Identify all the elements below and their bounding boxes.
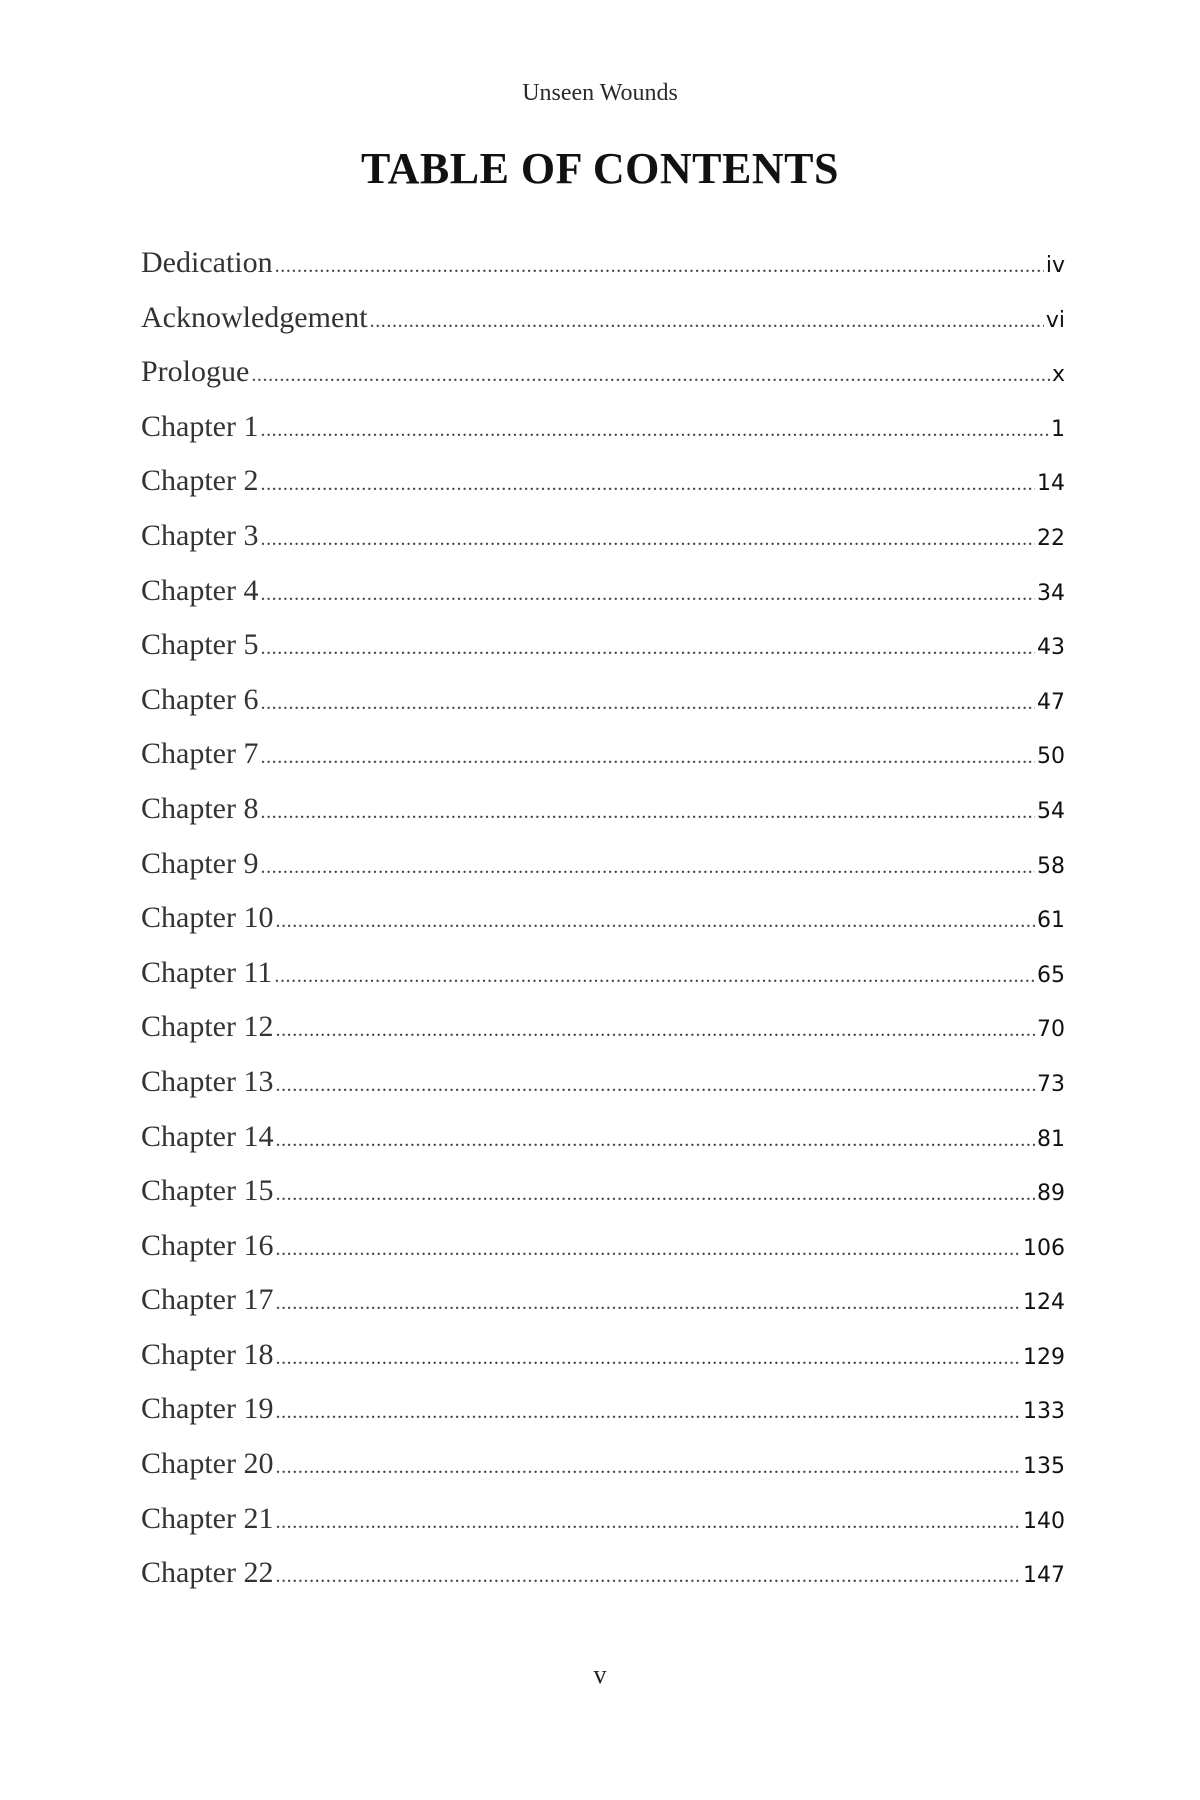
toc-entry-page: 43 bbox=[1037, 635, 1065, 661]
toc-entry-label: Chapter 6 bbox=[141, 682, 259, 716]
dot-leader bbox=[260, 676, 1035, 731]
toc-entry-page: 61 bbox=[1037, 908, 1065, 934]
dot-leader bbox=[275, 239, 1044, 294]
toc-entry[interactable] bbox=[141, 1273, 1065, 1328]
toc-entry-page: 135 bbox=[1023, 1454, 1065, 1480]
toc-entry[interactable] bbox=[141, 509, 1065, 564]
toc-entry-label: Chapter 20 bbox=[141, 1447, 274, 1481]
toc-entry[interactable] bbox=[141, 454, 1065, 509]
toc-entry-page: 47 bbox=[1037, 689, 1065, 715]
toc-entry[interactable] bbox=[141, 946, 1065, 1001]
toc-entry-label: Dedication bbox=[141, 246, 273, 279]
page-title: TABLE OF CONTENTS bbox=[361, 144, 839, 193]
toc-entry-page: 129 bbox=[1023, 1344, 1065, 1370]
toc-entry-label: Chapter 13 bbox=[141, 1064, 274, 1098]
dot-leader bbox=[260, 403, 1049, 458]
dot-leader bbox=[275, 894, 1035, 949]
dot-leader bbox=[260, 621, 1035, 676]
toc-entry-label: Chapter 17 bbox=[141, 1283, 274, 1317]
toc-entry[interactable] bbox=[141, 1492, 1065, 1547]
dot-leader bbox=[260, 457, 1035, 512]
toc-entry[interactable] bbox=[141, 345, 1065, 400]
toc-entry-page: iv bbox=[1045, 253, 1065, 278]
dot-leader bbox=[275, 1495, 1021, 1550]
toc-entry-label: Chapter 12 bbox=[141, 1010, 274, 1044]
toc-entry-page: 58 bbox=[1037, 853, 1065, 879]
toc-entry-label: Chapter 10 bbox=[141, 901, 274, 935]
dot-leader bbox=[260, 512, 1035, 567]
toc-entry[interactable] bbox=[141, 236, 1065, 291]
toc-entry-label: Prologue bbox=[141, 355, 250, 389]
toc-entry[interactable] bbox=[141, 1110, 1065, 1165]
toc-entry-page: 147 bbox=[1023, 1563, 1065, 1589]
toc-entry-label: Acknowledgement bbox=[141, 300, 368, 334]
dot-leader bbox=[275, 1385, 1021, 1440]
toc-entry-label: Chapter 7 bbox=[141, 737, 259, 771]
dot-leader bbox=[274, 949, 1035, 1004]
toc-entry[interactable] bbox=[141, 1055, 1065, 1110]
toc-entry-label: Chapter 8 bbox=[141, 791, 259, 825]
dot-leader bbox=[275, 1113, 1035, 1168]
toc-entry[interactable] bbox=[141, 1546, 1065, 1601]
toc-entry-page: 81 bbox=[1037, 1126, 1065, 1152]
toc-entry[interactable] bbox=[141, 782, 1065, 837]
toc-entry-page: 1 bbox=[1051, 416, 1065, 442]
dot-leader bbox=[275, 1003, 1035, 1058]
toc-entry[interactable] bbox=[141, 1219, 1065, 1274]
toc-entry-page: 73 bbox=[1037, 1071, 1065, 1097]
toc-entry[interactable] bbox=[141, 564, 1065, 619]
dot-leader bbox=[260, 567, 1035, 622]
toc-entry-page: 133 bbox=[1023, 1399, 1065, 1425]
toc-entry[interactable] bbox=[141, 1328, 1065, 1383]
toc-entry[interactable] bbox=[141, 1000, 1065, 1055]
dot-leader bbox=[251, 348, 1050, 403]
toc-entry-label: Chapter 16 bbox=[141, 1228, 274, 1262]
page-number: v bbox=[593, 1660, 607, 1689]
dot-leader bbox=[275, 1549, 1021, 1604]
toc-entry[interactable] bbox=[141, 291, 1065, 346]
toc-entry-page: 89 bbox=[1037, 1181, 1065, 1207]
toc-entry-label: Chapter 2 bbox=[141, 464, 259, 498]
toc-entry[interactable] bbox=[141, 727, 1065, 782]
toc-entry-label: Chapter 14 bbox=[141, 1119, 274, 1153]
toc-entry-page: 124 bbox=[1023, 1290, 1065, 1316]
toc-entry-label: Chapter 4 bbox=[141, 573, 259, 607]
toc-entry-label: Chapter 9 bbox=[141, 846, 259, 880]
toc-entry-label: Chapter 18 bbox=[141, 1337, 274, 1371]
dot-leader bbox=[260, 785, 1035, 840]
toc-entry[interactable] bbox=[141, 618, 1065, 673]
toc-entry-label: Chapter 15 bbox=[141, 1174, 274, 1208]
toc-entry-page: 14 bbox=[1037, 471, 1065, 497]
toc-entry-page: 65 bbox=[1037, 962, 1065, 988]
toc-list bbox=[141, 236, 1065, 1601]
dot-leader bbox=[275, 1058, 1035, 1113]
toc-entry[interactable] bbox=[141, 891, 1065, 946]
toc-entry-label: Chapter 5 bbox=[141, 628, 259, 662]
toc-entry[interactable] bbox=[141, 1382, 1065, 1437]
toc-entry-page: x bbox=[1051, 362, 1065, 388]
toc-entry[interactable] bbox=[141, 1164, 1065, 1219]
toc-entry-page: vi bbox=[1045, 307, 1065, 333]
toc-entry[interactable] bbox=[141, 673, 1065, 728]
toc-entry-label: Chapter 3 bbox=[141, 518, 259, 552]
toc-entry-label: Chapter 1 bbox=[141, 409, 259, 443]
toc-entry-label: Chapter 22 bbox=[141, 1556, 274, 1590]
running-header: Unseen Wounds bbox=[522, 80, 678, 106]
toc-entry[interactable] bbox=[141, 1437, 1065, 1492]
dot-leader bbox=[260, 730, 1035, 785]
toc-entry-page: 22 bbox=[1037, 525, 1065, 551]
toc-entry-page: 34 bbox=[1037, 580, 1065, 606]
dot-leader bbox=[275, 1276, 1021, 1331]
toc-entry-page: 70 bbox=[1037, 1017, 1065, 1043]
dot-leader bbox=[275, 1331, 1021, 1386]
toc-entry-page: 140 bbox=[1023, 1508, 1065, 1534]
toc-entry-label: Chapter 11 bbox=[141, 955, 273, 989]
dot-leader bbox=[260, 840, 1035, 895]
toc-entry-page: 54 bbox=[1037, 798, 1065, 824]
toc-entry-page: 50 bbox=[1037, 744, 1065, 770]
toc-entry[interactable] bbox=[141, 837, 1065, 892]
toc-entry[interactable] bbox=[141, 400, 1065, 455]
dot-leader bbox=[275, 1440, 1021, 1495]
toc-entry-page: 106 bbox=[1023, 1235, 1065, 1261]
dot-leader bbox=[275, 1222, 1021, 1277]
toc-entry-label: Chapter 19 bbox=[141, 1392, 274, 1426]
toc-entry-label: Chapter 21 bbox=[141, 1501, 274, 1535]
dot-leader bbox=[275, 1167, 1035, 1222]
dot-leader bbox=[370, 294, 1044, 349]
